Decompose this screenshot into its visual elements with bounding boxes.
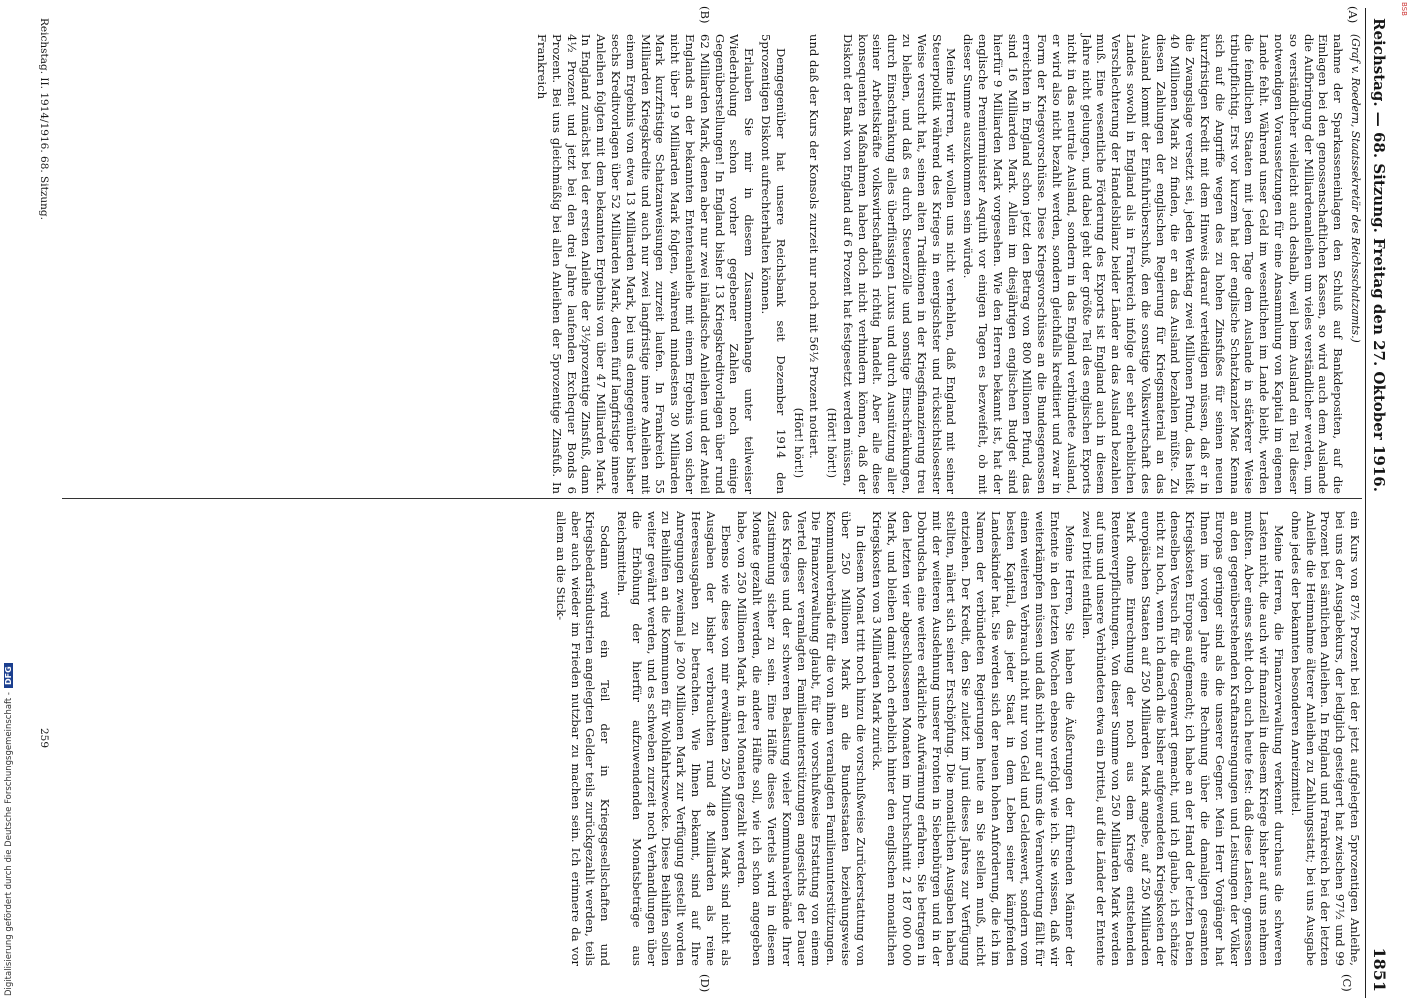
footer-sheet-number: 259 (38, 728, 50, 749)
paragraph: Ebenso wie diese von mir erwähnten 250 Millionen Mark sind nicht als Ausgaben der bisher verbrauchten rund 48 Milliarden als reine Heeresausgaben zu betrachten. Wie Ihnen bekannt, sind auf Ihre Anregungen zweimal je 200 Millionen Mark zur Verfügung gestellt worden zu Beihilfen an die Kommunen für Wohlfahrtszwecke. Diese Beihilfen sollen weiter gewährt werden, und es schweben zurzeit noch Verhandlungen über die Erhöhung der hierfür aufzuwendenden Monatsbeträge aus Reichsmitteln. (614, 511, 733, 966)
paragraph: ein Kurs von 87½ Prozent bei der jetzt aufgelegten 5prozentigen Anleihe, bei uns der Ausgabekurs, der lediglich gesteigert hat zwischen 97½ und 99 Prozent bei sämtlichen Anleihen. In England und Frankreich bei der letzten Anleihe die Heimnahme älterer Anleihen zu Zahlungsstatt; bei uns Ausgabe ohne jedes der bekannten besonderen Anreizmittel. (1288, 511, 1362, 966)
digitization-stamp-text: Digitalisierung gefördert durch die Deutsche Forschungsgemeinschaft - (4, 692, 14, 996)
paragraph: Meine Herren, Sie haben die Äußerungen der führenden Männer der Entente in den letzten Wochen ebenso verfolgt wie ich. Sie wissen, daß wir weiterkämpfen müssen und daß nicht nur auf uns die Verantwortung fällt für einen weiteren Verbrauch nicht nur von Geld und Geldeswert, sondern vom besten Kapital, das jeder Staat in dem Leben seiner kämpfenden Landeskinder hat. Sie werden sich der neuen hohen Anforderung, die ich im Namen der verbündeten Regierungen heute an Sie stellen muß, nicht entziehen. Der Kredit, den Sie zuletzt im Juni dieses Jahres zur Verfügung stellten, nähert sich seiner Erschöpfung. Die monatlichen Ausgaben haben mit der weiteren Ausdehnung unserer Fronten in Siebenbürgen und in der Dobrudscha eine weitere erklärliche Aufwärmung erfahren. Sie betragen in den letzten vier abgeschlossenen Monaten im Durchschnitt 2 187 000 000 Mark, und bleiben damit noch erheblich hinter den englischen monatlichen Kriegskosten von 3 Milliarden Mark zurück. (870, 511, 1077, 966)
right-column (62, 511, 1362, 966)
text-columns (52, 8, 1362, 998)
header-title: Reichstag. — 68. Sitzung. Freitag den 27. Oktober 1916. (1370, 18, 1388, 492)
margin-letter-b: (B) (698, 6, 712, 24)
paragraph: Erlauben Sie mir in diesem Zusammenhange unter teilweiser Wiederholung schon vorher gegebener Zahlen noch einige Gegenüberstellungen! In England bisher 13 Kriegskreditvorlagen über rund 62 Milliarden Mark, denen aber nur zwei inländische Anleihen und der Anteil Englands an der bekannten Ententeanleihe mit einem Ergebnis von sicher nicht über 19 Milliarden Mark folgten, während mindestens 30 Milliarden Mark kurzfristige Schatzanweisungen zurzeit laufen. In Frankreich 55 Milliarden Kriegskredite und auch nur zwei langfristige innere Anleihen mit einem Ergebnis von etwa 13 Milliarden Mark, bei uns demgegenüber bisher sechs Kreditvorlagen über 52 Milliarden Mark, denen fünf langfristige innere Anleihen folgten mit dem bekannten Ergebnis von über 47 Milliarden Mark. In England zunächst bei der ersten Anleihe der 3½prozentige Zinsfuß, dann 4½ Prozent und jetzt bei den drei Jahre laufenden Exchequer Bonds 6 Prozent. Bei uns gleichmäßig bei allen Anleihen der 5prozentige Zinsfuß. In Frankreich (534, 34, 757, 494)
left-column (62, 16, 1362, 494)
paragraph: Sodann wird ein Teil der in Kriegsgesellschaften und Kriegsbedarfsindustrien angelegten Gelder teils zurückgezahlt werden, teils aber auch wieder im Frieden nutzbar zu machen sein. Ich erinnere da vor allem an die Stick- (553, 511, 613, 966)
paragraph: In diesem Monat tritt noch hinzu die vorschußweise Zurückerstattung von über 250 Millionen Mark an die Bundesstaaten beziehungsweise Kommunalverbände für die von ihnen veranlagten Familienunterstützungen. Die Finanzverwaltung glaubt, für die vorschußweise Erstattung von einem Viertel dieser veranlagten Familienunterstützungen angesichts der Dauer des Krieges und der schweren Belastung vieler Kommunalverbände Ihrer Zustimmung sicher zu sein. Eine Hälfte dieses Viertels wird in diesem Monate gezahlt werden, die andere Hälfte soll, wie ich schon angegeben habe, von 250 Millionen Mark, in drei Monaten gezahlt werden. (735, 511, 868, 966)
page-footer (32, 8, 50, 998)
digitization-stamp (4, 663, 14, 996)
margin-letter-a: (A) (1346, 6, 1360, 24)
paragraph: Meine Herren, die Finanzverwaltung verkennt durchaus die schweren Lasten nicht, die auch wir finanziell in diesem Kriege bisher auf uns nehmen mußten. Aber eines steht doch auch heute fest: daß diese Lasten, gemessen an den gegenüberstehenden Kraftanstrengungen und Leistungen der Völker Europas geringer sind als die unserer Gegner. Mein Herr Vorgänger hat Ihnen im vorigen Jahre eine Rechnung über die damaligen gesamten Kriegskosten Europas aufgemacht; ich habe an der Hand der letzten Daten denselben Versuch für die Gegenwart gemacht, und ich glaube, ich schätze nicht zu hoch, wenn ich danach die bisher aufgewendeten Kriegskosten der europäischen Staaten auf 250 Milliarden Mark angebe, auf 250 Milliarden Mark ohne Einrechnung der noch aus dem Kriege entstehenden Rentenverpflichtungen. Von dieser Summe von 250 Milliarden Mark werden auf uns und unsere Verbündeten etwa ein Drittel, auf die Länder der Entente zwei Drittel entfallen. (1079, 511, 1287, 966)
rotated-page (2, 8, 1392, 998)
page-number: 1851 (1370, 947, 1389, 992)
library-mark: BSB (1400, 2, 1408, 16)
speaker-attribution: (Graf v. Roedern, Staatssekretär des Reichsschatzamts.) (1349, 34, 1362, 343)
paragraph: Demgegenüber hat unsere Reichsbank seit Dezember 1914 den 5prozentigen Diskont aufrechterhalten können. (758, 34, 788, 494)
paragraph: nahme der Sparkasseneinlagen den Schluß auf Bankdepositen, auf die Einlagen bei den genossenschaftlichen Kassen, so wird auch dem Auslande die Aufbringung der Milliardenanleihen um vieles verständlicher werden, um so verständlicher vielleicht auch deshalb, weil beim Ausland ein Teil dieser notwendigen Voraussetzungen für eine Ansammlung von Kapital im eigenen Lande fehlt. Während unser Geld im wesentlichen im Lande bleibt, werden die feindlichen Staaten mit jedem Tage dem Auslande in stärkerer Weise tributpflichtig. Erst vor kurzem hat der englische Schatzkanzler Mac Kenna sich auf die Angriffe wegen des zu hohen Zinsfußes für seinen neuen kurzfristigen Kredit mit dem Hinweis darauf verteidigen müssen, daß er in die Zwangslage versetzt sei, jeden Werktag zwei Millionen Pfund, das heißt 40 Millionen Mark zu finden, die er an das Ausland bezahlen müßte. Zu diesen Zahlungen der englischen Regierung für Kriegsmaterial an das Ausland kommt der Einfuhrüberschuß, den die sonstige Volkswirtschaft des Landes sowohl in England als in Frankreich infolge der sehr erheblichen Verschlechterung der Handelsbilanz beider Länder an das Ausland bezahlen muß. Eine wesentliche Förderung des Exports ist England auch in diesem Jahre nicht gelungen, und dabei geht der größte Teil des englischen Exports nicht in das neutrale Ausland, sondern in das England verbündete Ausland, er wird also nicht bezahlt werden, sondern gleichfalls kreditiert und zwar in Form der Kriegsvorschüsse. Diese Kriegsvorschüsse an die Bundesgenossen erreichten in England schon jetzt den Betrag von 800 Millionen Pfund, das sind 16 Milliarden Mark. Allein im diesjährigen englischen Budget sind hierfür 9 Milliarden Mark vorgesehen. Wie den Herren bekannt ist, hat der englische Premierminister Asquith vor einigen Tagen es bezweifelt, ob mit dieser Summe auszukommen sein würde. (961, 34, 1346, 494)
paragraph: Meine Herren, wir wollen uns nicht verhehlen, daß England mit seiner Steuerpolitik während des Krieges in energischster und rücksichtslosester Weise versucht hat, seinen alten Traditionen in der Kriegsfinanzierung treu zu bleiben, und daß es durch Steuerzölle und sonstige Einschränkungen, durch Einschränkung alles überflüssigen Luxus und durch Ausnützung aller seiner Arbeitskräfte volkswirtschaftlich richtig handelt. Aber alle diese konsequenten Maßnahmen haben doch nicht verhindern können, daß der Diskont der Bank von England auf 6 Prozent hat festgesetzt werden müssen, (840, 34, 959, 494)
dfg-logo: DFG (4, 663, 13, 688)
margin-letter-c: (C) (1340, 974, 1354, 992)
running-head (1365, 8, 1392, 998)
paragraph: und daß der Kurs der Konsols zurzeit nur noch mit 56½ Prozent notiert. (807, 34, 822, 459)
footer-volume: Reichstag. II. 1914/1916. 68. Sitzung. (38, 18, 50, 220)
column-divider (62, 498, 1362, 499)
interjection: (Hört! hört!) (825, 407, 839, 478)
margin-letter-d: (D) (698, 974, 712, 993)
interjection: (Hört! hört!) (791, 407, 805, 478)
